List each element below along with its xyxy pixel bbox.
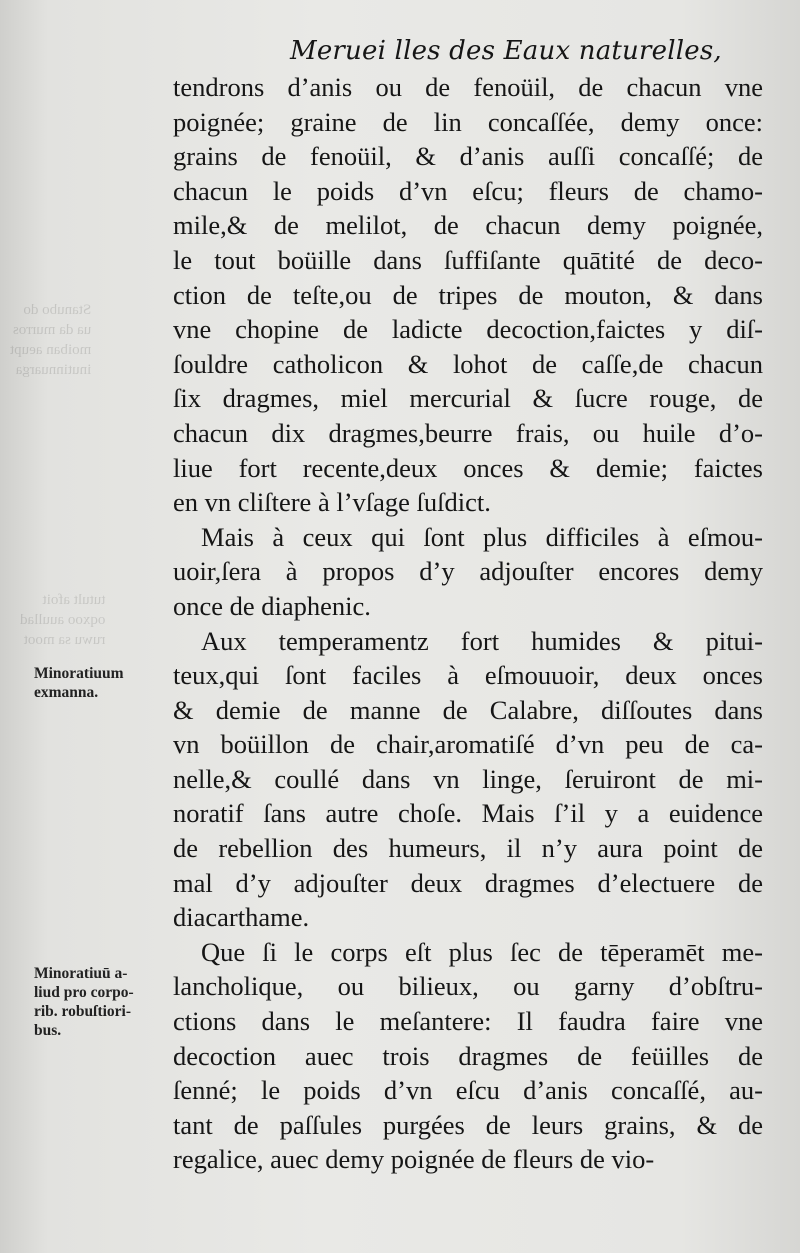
- body-text: [173, 70, 763, 1177]
- text-line: de rebellion des humeurs, il n’y aura point de: [173, 833, 763, 864]
- text-line: vne chopine de ladicte decoction,faictes y diſ-: [173, 314, 763, 345]
- text-line: en vn cliſtere à l’vſage ſuſdict.: [173, 487, 491, 518]
- text-line: ſenné; le poids d’vn eſcu d’anis concaſſé, au-: [173, 1075, 763, 1106]
- text-line: nelle,& coullé dans vn linge, ſeruiront de mi-: [173, 763, 763, 794]
- text-line: ctions dans le meſantere: Il faudra faire vne: [173, 1006, 763, 1037]
- text-line: chacun le poids d’vn eſcu; fleurs de chamo-: [173, 175, 763, 206]
- text-line: diacarthame.: [173, 902, 310, 933]
- text-line: noratif ſans autre choſe. Mais ſ’il y a euidence: [173, 798, 763, 829]
- text-line: & demie de manne de Calabre, diſſoutes dans: [173, 694, 763, 725]
- running-header: Meruei lles des Eaux naturelles,: [290, 36, 722, 66]
- margin-note: [34, 964, 134, 1040]
- text-line: le tout boüille dans ſuffiſante quātité de deco-: [173, 244, 763, 275]
- text-line: Que ſi le corps eſt plus ſec de tēperamēt me-: [201, 936, 763, 967]
- text-line: grains de fenoüil, & d’anis auſſi concaſſé; de: [173, 141, 763, 172]
- text-line: ction de teſte,ou de tripes de mouton, & dans: [173, 279, 763, 310]
- text-line: poignée; graine de lin concaſſée, demy once:: [173, 106, 763, 137]
- text-line: Mais à ceux qui ſont plus difficiles à eſmou-: [201, 521, 763, 552]
- text-line: ſix dragmes, miel mercurial & ſucre rouge, de: [173, 383, 763, 414]
- margin-note-line: rib. robuſtiori-: [34, 1003, 132, 1020]
- text-line: tendrons d’anis ou de fenoüil, de chacun vne: [173, 72, 763, 102]
- margin-note-line: Minoratiuū a-: [34, 965, 128, 982]
- margin-note-line: exmanna.: [34, 684, 99, 701]
- text-line: chacun dix dragmes,beurre frais, ou huile d’o-: [173, 417, 763, 448]
- text-line: uoir,ſera à propos d’y adjouſter encores demy: [173, 556, 763, 587]
- text-line: vn boüillon de chair,aromatiſé d’vn peu de ca-: [173, 729, 763, 760]
- text-line: mile,& de melilot, de chacun demy poignée,: [173, 210, 763, 241]
- text-line: ſouldre catholicon & lohot de caſſe,de chacun: [173, 348, 763, 379]
- margin-note-line: liud pro corpo-: [34, 984, 134, 1001]
- margin-note-line: Minoratiuum: [34, 665, 124, 682]
- margin-note: [34, 664, 124, 702]
- margin-note-line: bus.: [34, 1022, 62, 1039]
- text-line: mal d’y adjouſter deux dragmes d’electuere de: [173, 867, 763, 898]
- text-line: tant de paſſules purgées de leurs grains, & de: [173, 1109, 763, 1140]
- text-line: teux,qui ſont faciles à eſmouuoir, deux onces: [173, 660, 763, 691]
- text-line: once de diaphenic.: [173, 590, 371, 621]
- text-line: regalice, auec demy poignée de fleurs de vio-: [173, 1144, 655, 1175]
- text-line: Aux temperamentz fort humides & pitui-: [201, 625, 763, 656]
- text-line: liue fort recente,deux onces & demie; faictes: [173, 452, 763, 483]
- bleed-through-shadow: Stanubo do ua da murros moiban aeupt inutinnuarga: [10, 302, 92, 378]
- text-line: lancholique, ou bilieux, ou garny d’obſtru-: [173, 971, 763, 1002]
- bleed-through-shadow: tutult afoit oqxoo auullad ruwu sa moot: [20, 592, 106, 648]
- text-line: decoction auec trois dragmes de feüilles de: [173, 1040, 763, 1071]
